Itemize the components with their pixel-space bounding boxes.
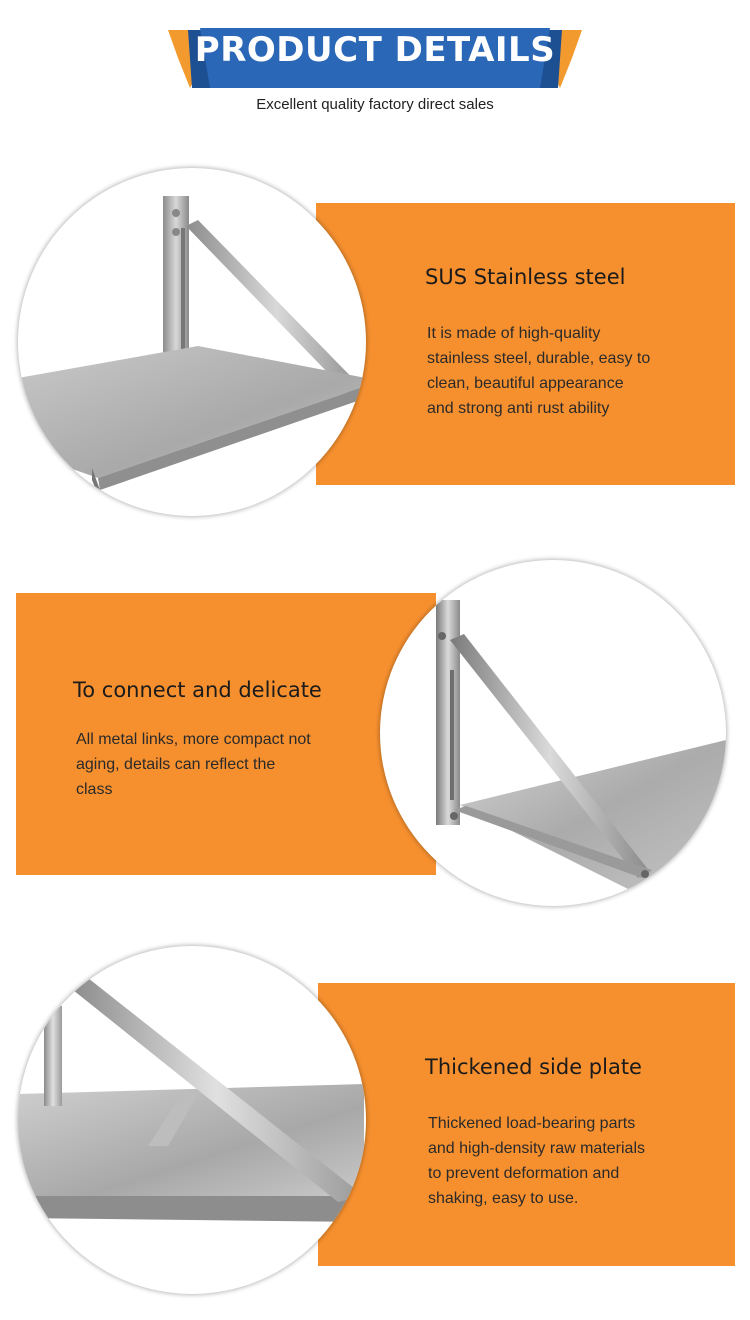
feature-1-text [427,321,727,421]
page-title: PRODUCT DETAILS [194,30,556,70]
feature-1-line: and strong anti rust ability [427,400,610,417]
feature-2-line: class [76,781,113,798]
feature-3-text [428,1111,728,1211]
feature-2-line: aging, details can reflect the [76,756,276,773]
feature-2-text [76,727,376,802]
feature-1-line: clean, beautiful appearance [427,375,624,392]
feature-2-line: All metal links, more compact not [76,731,311,748]
feature-1-line: stainless steel, durable, easy to [427,350,651,367]
feature-1-line: It is made of high-quality [427,325,601,342]
feature-2-title: To connect and delicate [73,678,322,702]
shelf-bracket-photo [18,168,366,516]
feature-1-title: SUS Stainless steel [425,265,626,289]
folding-bracket-photo [380,560,726,906]
feature-3-line: to prevent deformation and [428,1165,620,1182]
feature-3-line: and high-density raw materials [428,1140,645,1157]
feature-3-title: Thickened side plate [425,1055,642,1079]
page-subtitle: Excellent quality factory direct sales [256,96,494,113]
feature-3-line: Thickened load-bearing parts [428,1115,636,1132]
side-plate-photo [18,946,366,1294]
feature-3-line: shaking, easy to use. [428,1190,579,1207]
header-banner [0,0,750,130]
